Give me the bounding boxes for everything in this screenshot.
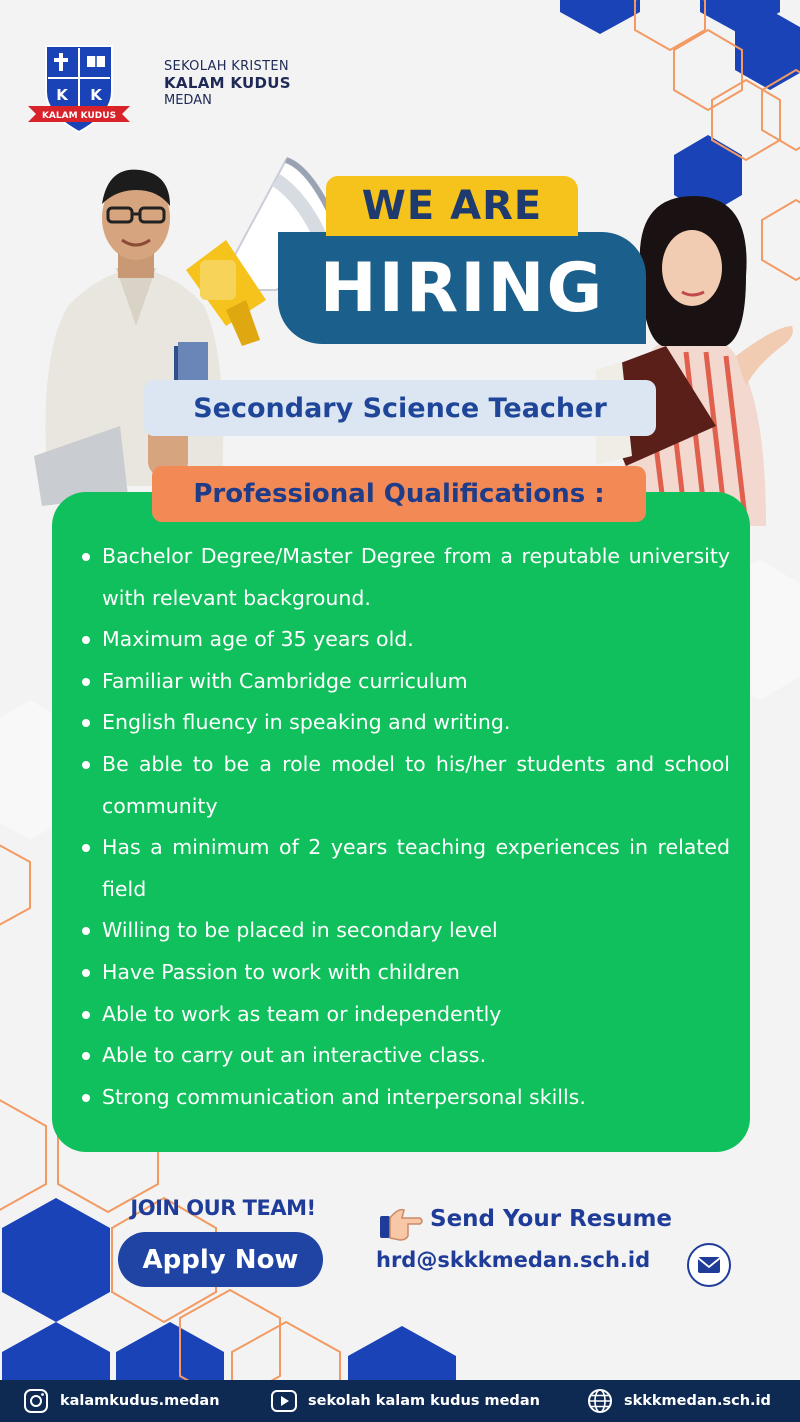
qualification-item: Have Passion to work with children bbox=[78, 952, 730, 994]
logo-ribbon-text: KALAM KUDUS bbox=[41, 111, 117, 121]
footer-website[interactable] bbox=[586, 1380, 771, 1422]
qualification-item: Able to carry out an interactive class. bbox=[78, 1035, 730, 1077]
qualifications-heading: Professional Qualifications : bbox=[152, 466, 646, 522]
position-title: Secondary Science Teacher bbox=[144, 380, 656, 436]
qualification-item: Familiar with Cambridge curriculum bbox=[78, 661, 730, 703]
qualification-item: Has a minimum of 2 years teaching experiences in related field bbox=[78, 827, 730, 910]
school-logo-shield bbox=[26, 40, 132, 136]
mail-icon[interactable] bbox=[686, 1242, 732, 1288]
school-name bbox=[164, 58, 291, 109]
qualification-item: Maximum age of 35 years old. bbox=[78, 619, 730, 661]
instagram-handle: kalamkudus.medan bbox=[60, 1393, 220, 1409]
qualifications-list bbox=[78, 536, 730, 1118]
instagram-icon bbox=[22, 1387, 50, 1415]
school-name-line2: KALAM KUDUS bbox=[164, 74, 291, 92]
apply-now-button[interactable]: Apply Now bbox=[118, 1232, 323, 1287]
logo-letter-left: K bbox=[56, 86, 68, 104]
school-name-line3: MEDAN bbox=[164, 93, 212, 108]
we-are-banner: WE ARE bbox=[326, 176, 578, 236]
qualification-item: Be able to be a role model to his/her students and school community bbox=[78, 744, 730, 827]
send-resume-text: Send Your Resume bbox=[430, 1206, 673, 1232]
youtube-channel: sekolah kalam kudus medan bbox=[308, 1393, 540, 1409]
hiring-banner: HIRING bbox=[278, 232, 646, 344]
youtube-icon bbox=[270, 1387, 298, 1415]
globe-icon bbox=[586, 1387, 614, 1415]
hr-email-link[interactable]: hrd@skkkmedan.sch.id bbox=[376, 1248, 651, 1272]
qualification-item: Bachelor Degree/Master Degree from a reputable university with relevant background. bbox=[78, 536, 730, 619]
qualification-item: Willing to be placed in secondary level bbox=[78, 910, 730, 952]
footer-bar bbox=[0, 1380, 800, 1422]
footer-youtube[interactable] bbox=[270, 1380, 540, 1422]
pointing-hand-icon bbox=[378, 1202, 424, 1242]
qualification-item: English fluency in speaking and writing. bbox=[78, 702, 730, 744]
join-team-text: JOIN OUR TEAM! bbox=[130, 1196, 316, 1220]
footer-instagram[interactable] bbox=[22, 1380, 220, 1422]
logo-letter-right: K bbox=[90, 86, 102, 104]
school-name-line1: SEKOLAH KRISTEN bbox=[164, 59, 289, 74]
qualification-item: Able to work as team or independently bbox=[78, 994, 730, 1036]
qualification-item: Strong communication and interpersonal skills. bbox=[78, 1077, 730, 1119]
website-url: skkkmedan.sch.id bbox=[624, 1393, 771, 1409]
